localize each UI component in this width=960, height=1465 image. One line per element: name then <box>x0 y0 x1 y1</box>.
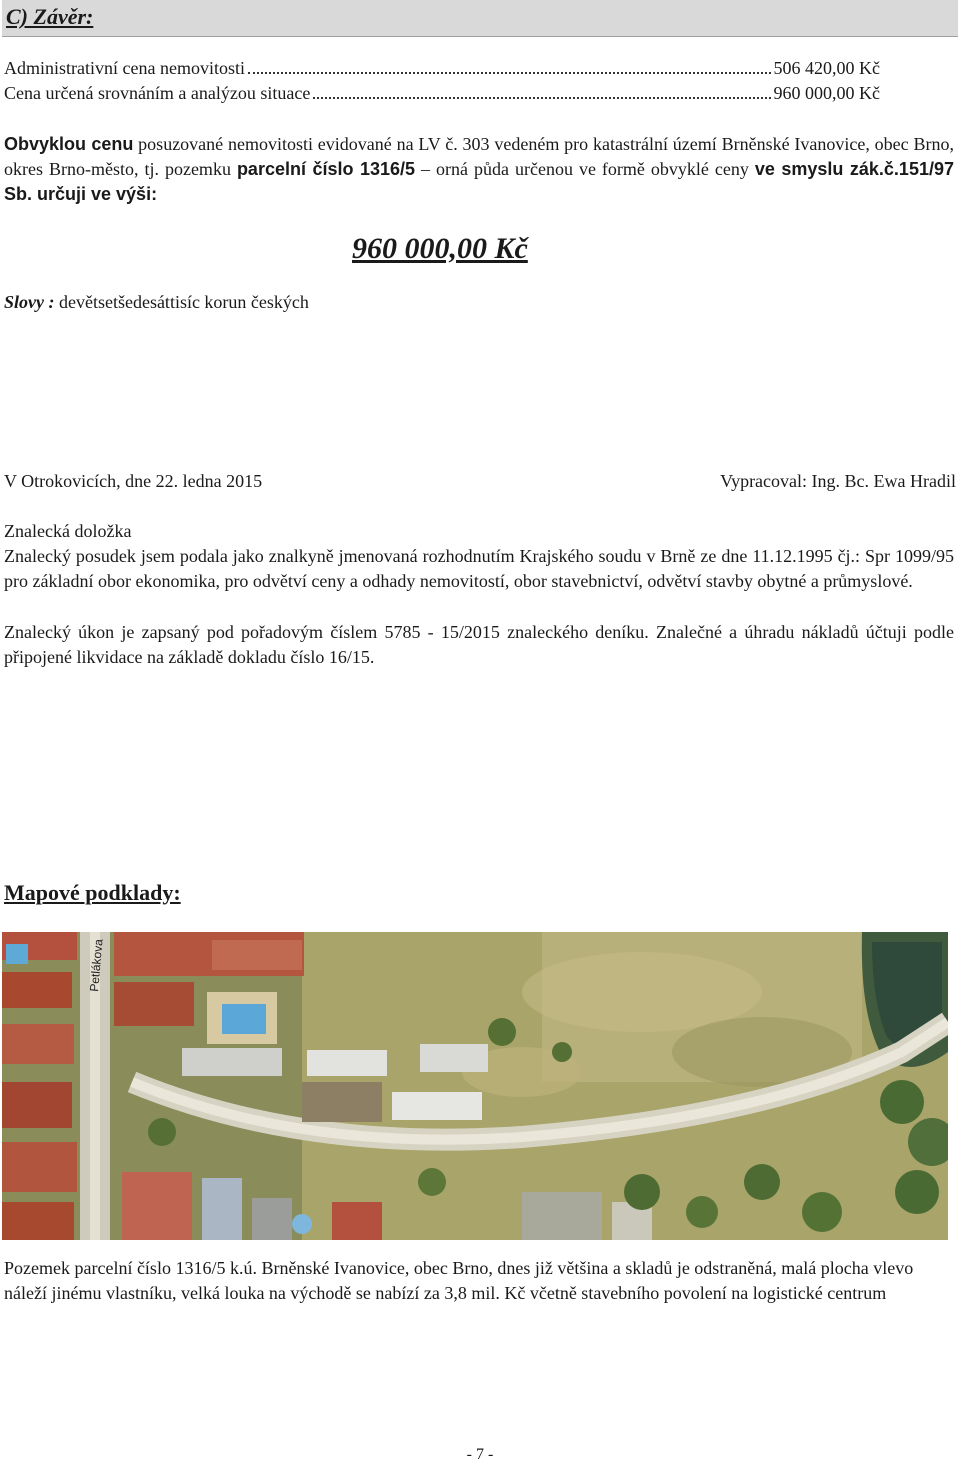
street-label: Petlákova <box>87 938 106 993</box>
maps-heading: Mapové podklady: <box>4 880 181 905</box>
section-header-bar <box>2 0 958 37</box>
clause-paragraph-1: Znalecký posudek jsem podala jako znalkyně jmenovaná rozhodnutím Krajského soudu v Brně ze dne 11.12.1995 čj.: Spr 1099/95 pro základní obor ekonomika, pro odvětví ceny a odhady nemovitostí, obor stavebnictví, odvětví stavby obytné a průmyslové. <box>4 546 954 591</box>
final-amount: 960 000,00 Kč <box>352 232 528 265</box>
clause-paragraph-2: Znalecký úkon je zapsaný pod pořadovým číslem 5785 - 15/2015 znaleckého deníku. Znalečné a úhradu nákladů účtuji podle připojené likvidace na základě dokladu číslo 16/15. <box>4 622 954 667</box>
prepared-by: Vypracoval: Ing. Bc. Ewa Hradil <box>720 471 956 491</box>
map-caption: Pozemek parcelní číslo 1316/5 k.ú. Brněnské Ivanovice, obec Brno, dnes již většina a skladů je odstraněná, malá plocha vlevo náleží jinému vlastníku, velká louka na východě se nabízí za 3,8 mil. Kč včetně stavebního povolení na logistické centrum <box>4 1258 914 1303</box>
page-number: - 7 - <box>466 1446 494 1463</box>
dot-leader <box>313 97 770 99</box>
comparison-price-amount: 960 000,00 Kč <box>773 83 880 103</box>
clause-title: Znalecká doložka <box>4 521 132 541</box>
administrative-price-amount: 506 420,00 Kč <box>773 58 880 78</box>
conclusion-bold-parcel: parcelní číslo 1316/5 <box>236 159 416 179</box>
administrative-price-label: Administrativní cena nemovitosti <box>4 58 245 78</box>
aerial-map-image <box>2 932 948 1240</box>
dot-leader <box>248 72 771 74</box>
conclusion-paragraph <box>4 132 954 207</box>
amount-in-words <box>4 292 309 313</box>
comparison-price-row <box>4 83 880 104</box>
conclusion-text-1: posuzované nemovitosti evidované na LV č. 303 vedeném pro katastrální území Brněnské Ivanovice, obec Brno, okres Brno-město, tj. pozemku <box>4 134 954 179</box>
slovy-text: devětsetšedesáttisíc korun českých <box>58 292 309 312</box>
conclusion-bold-usual-price: Obvyklou cenu <box>4 134 134 154</box>
conclusion-text-2: – orná půda určenou ve formě obvyklé ceny <box>415 159 755 179</box>
conclusion-bold-law: ve smyslu zák.č.151/97 Sb. určuji ve výši: <box>4 159 954 204</box>
slovy-label: Slovy : <box>4 292 55 312</box>
place-and-date: V Otrokovicích, dne 22. ledna 2015 <box>4 471 263 491</box>
section-title: C) Závěr: <box>6 4 94 29</box>
administrative-price-row <box>4 58 880 79</box>
comparison-price-label: Cena určená srovnáním a analýzou situace <box>4 83 311 103</box>
